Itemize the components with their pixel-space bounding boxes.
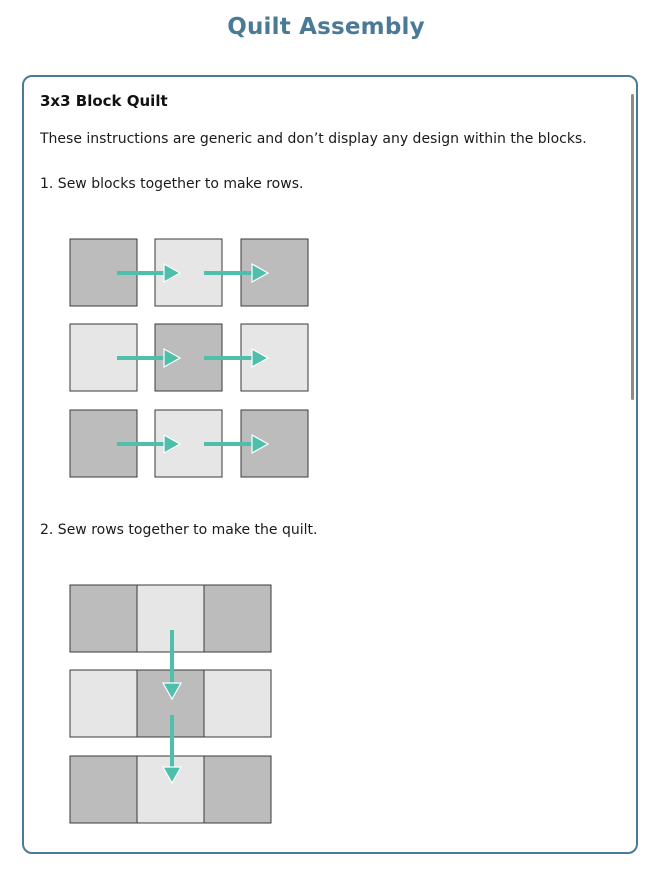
step2-block-r2-c3 — [204, 670, 271, 737]
step2-block-r1-c3 — [204, 585, 271, 652]
vertical-scrollbar[interactable] — [631, 94, 634, 400]
step-1-blocks — [70, 239, 308, 477]
step-2-blocks — [70, 585, 271, 823]
step-2-text: 2. Sew rows together to make the quilt. — [40, 522, 318, 538]
step2-block-r3-c3 — [204, 756, 271, 823]
page-title: Quilt Assembly — [227, 14, 425, 40]
step-1-text: 1. Sew blocks together to make rows. — [40, 176, 304, 192]
step2-block-r2-c1 — [70, 670, 137, 737]
assembly-diagram — [24, 77, 636, 852]
instructions-panel — [22, 75, 638, 854]
intro-text: These instructions are generic and don’t display any design within the blocks. — [40, 131, 587, 147]
step2-block-r3-c1 — [70, 756, 137, 823]
step2-block-r1-c1 — [70, 585, 137, 652]
panel-heading: 3x3 Block Quilt — [40, 92, 168, 110]
